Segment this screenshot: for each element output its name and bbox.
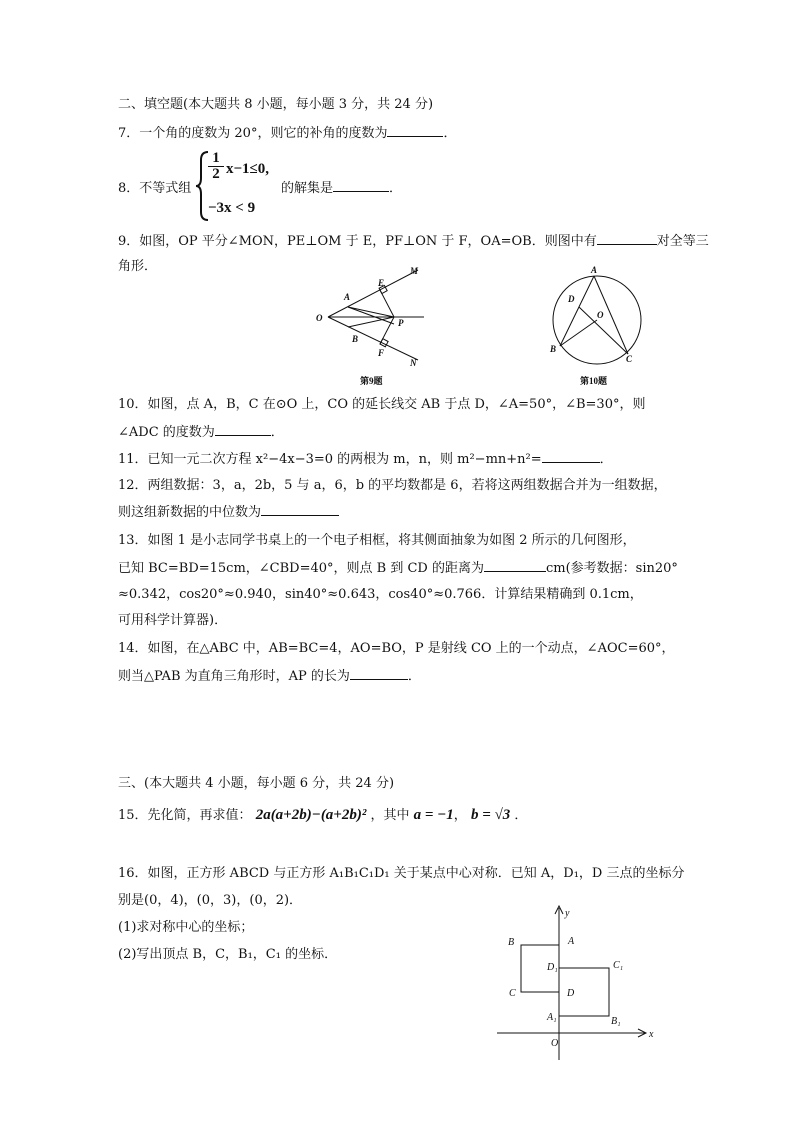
question-15: 15．先化简，再求值： 2a(a+2b)−(a+2b)² ，其中 a = −1， b = √3 ． — [118, 807, 528, 823]
question-10-line-2: ∠ADC 的度数为 ． — [118, 425, 284, 440]
question-14-line-2: 则当△PAB 为直角三角形时，AP 的长为 ． — [118, 669, 421, 684]
figure-10 — [542, 262, 652, 390]
question-11-text: 11．已知一元二次方程 x²−4x−3=0 的两根为 m，n，则 m²−mn+n²= — [118, 452, 542, 467]
answer-blank — [542, 450, 600, 463]
label-C1: C₁ — [613, 960, 624, 971]
question-16-part-2: (2)写出顶点 B，C，B₁，C₁ 的坐标． — [118, 947, 338, 962]
question-7-text: 7．一个角的度数为 20°，则它的补角的度数为 — [118, 126, 388, 141]
question-16-line-2: 别是(0，4)，(0，3)，(0，2)． — [118, 893, 303, 908]
question-8-suffix: 的解集是 ． — [281, 181, 403, 196]
segment-PB — [348, 317, 394, 327]
fraction-half — [208, 151, 224, 182]
question-16-line-1: 16．如图，正方形 ABCD 与正方形 A₁B₁C₁D₁ 关于某点中心对称．已知 A，D₁，D 三点的坐标分 — [118, 866, 685, 881]
label-O: O — [597, 310, 604, 320]
section-3-heading: 三、(本大题共 4 小题，每小题 6 分，共 24 分) — [118, 776, 395, 791]
question-13-text: 已知 BC=BD=15cm，∠CBD=40°，则点 B 到 CD 的距离为 — [118, 561, 484, 576]
ray-OM — [328, 270, 418, 317]
question-13-line-4: 可用科学计算器)． — [118, 613, 228, 628]
answer-blank — [333, 179, 389, 192]
label-A1: A₁ — [547, 1012, 557, 1023]
label-y: y — [565, 908, 570, 919]
label-N: N — [410, 358, 417, 368]
question-8-prefix: 8．不等式组 — [118, 181, 192, 196]
segment-CD — [579, 307, 628, 354]
label-C: C — [509, 988, 516, 999]
section-2-heading: 二、填空题(本大题共 8 小题，每小题 3 分，共 24 分) — [118, 97, 434, 112]
question-7: 7．一个角的度数为 20°，则它的补角的度数为 ． — [118, 126, 457, 141]
answer-blank — [387, 124, 443, 137]
question-14-line-1: 14．如图，在△ABC 中，AB=BC=4，AO=BO，P 是射线 CO 上的一个动点，∠AOC=60°， — [118, 641, 675, 656]
figure-16 — [495, 900, 665, 1065]
question-12-line-1: 12．两组数据：3，a，2b，5 与 a，6，b 的平均数都是 6，若将这两组数据合并为一组数据， — [118, 478, 667, 493]
label-P: P — [398, 318, 404, 328]
question-11: 11．已知一元二次方程 x²−4x−3=0 的两根为 m，n，则 m²−mn+n²= ． — [118, 452, 613, 467]
question-12-line-2 — [118, 503, 339, 522]
segment-PE — [380, 290, 394, 317]
label-A: A — [591, 265, 598, 275]
answer-blank — [350, 667, 408, 680]
figure-9 — [310, 262, 440, 390]
question-9-text: 9．如图，OP 平分∠MON，PE⊥OM 于 E，PF⊥ON 于 F，OA=OB．则图中有 — [118, 234, 597, 249]
segment-BO — [560, 320, 597, 346]
question-13-line-1: 13．如图 1 是小志同学书桌上的一个电子相框，将其侧面抽象为如图 2 所示的几何图形， — [118, 533, 636, 548]
chord-AB — [560, 276, 594, 346]
question-9-line-2: 角形． — [118, 259, 158, 274]
label-B: B — [550, 344, 557, 354]
fraction-numerator: 1 — [212, 150, 220, 166]
label-A: A — [344, 292, 351, 302]
label-D1: D₁ — [547, 962, 558, 973]
label-E: E — [378, 278, 385, 288]
answer-blank — [261, 503, 339, 516]
value-b: b = √3 — [470, 807, 511, 823]
question-8-suffix-text: 的解集是 — [281, 181, 334, 196]
label-M: M — [410, 266, 419, 276]
question-10-text: ∠ADC 的度数为 — [118, 425, 215, 440]
question-12-text: 则这组新数据的中位数为 — [118, 505, 262, 520]
label-O: O — [316, 313, 323, 323]
label-B: B — [508, 937, 515, 948]
label-O: O — [551, 1038, 559, 1049]
label-B: B — [352, 334, 359, 344]
ray-ON — [328, 317, 418, 360]
question-13-text-cont: cm(参考数据：sin20° — [546, 561, 678, 576]
inequality-1-rest: x−1≤0, — [226, 161, 270, 177]
label-F: F — [378, 348, 385, 358]
question-9-text-cont: 对全等三 — [656, 234, 709, 249]
value-a: a = −1 — [413, 807, 454, 823]
expression: 2a(a+2b)−(a+2b)² — [255, 807, 367, 823]
question-14-text: 则当△PAB 为直角三角形时，AP 的长为 — [118, 669, 350, 684]
label-A: A — [568, 936, 575, 947]
fraction-denominator: 2 — [208, 166, 224, 182]
label-D: D — [567, 988, 575, 999]
label-x: x — [649, 1029, 654, 1040]
question-15-prefix: 15．先化简，再求值： — [118, 808, 252, 823]
question-15-end: ． — [514, 808, 528, 823]
answer-blank — [597, 232, 657, 245]
answer-blank — [484, 559, 546, 572]
label-C: C — [626, 354, 633, 364]
question-13-line-2 — [118, 559, 678, 578]
question-15-mid: ，其中 — [370, 808, 410, 823]
figure-10-caption: 第10题 — [580, 376, 608, 386]
question-16-part-1: (1)求对称中心的坐标； — [118, 920, 254, 935]
question-10-line-1: 10．如图，点 A，B，C 在⊙O 上，CO 的延长线交 AB 于点 D，∠A=50°，∠B=30°，则 — [118, 397, 646, 412]
figure-9-caption: 第9题 — [360, 376, 383, 386]
inequality-2: −3x < 9 — [208, 200, 256, 216]
label-B1: B₁ — [611, 1016, 621, 1027]
question-13-line-3: ≈0.342，cos20°≈0.940，sin40°≈0.643，cos40°≈0.766．计算结果精确到 0.1cm， — [118, 587, 643, 602]
label-D: D — [568, 294, 575, 304]
answer-blank — [215, 423, 271, 436]
question-9-line-1 — [118, 232, 709, 251]
